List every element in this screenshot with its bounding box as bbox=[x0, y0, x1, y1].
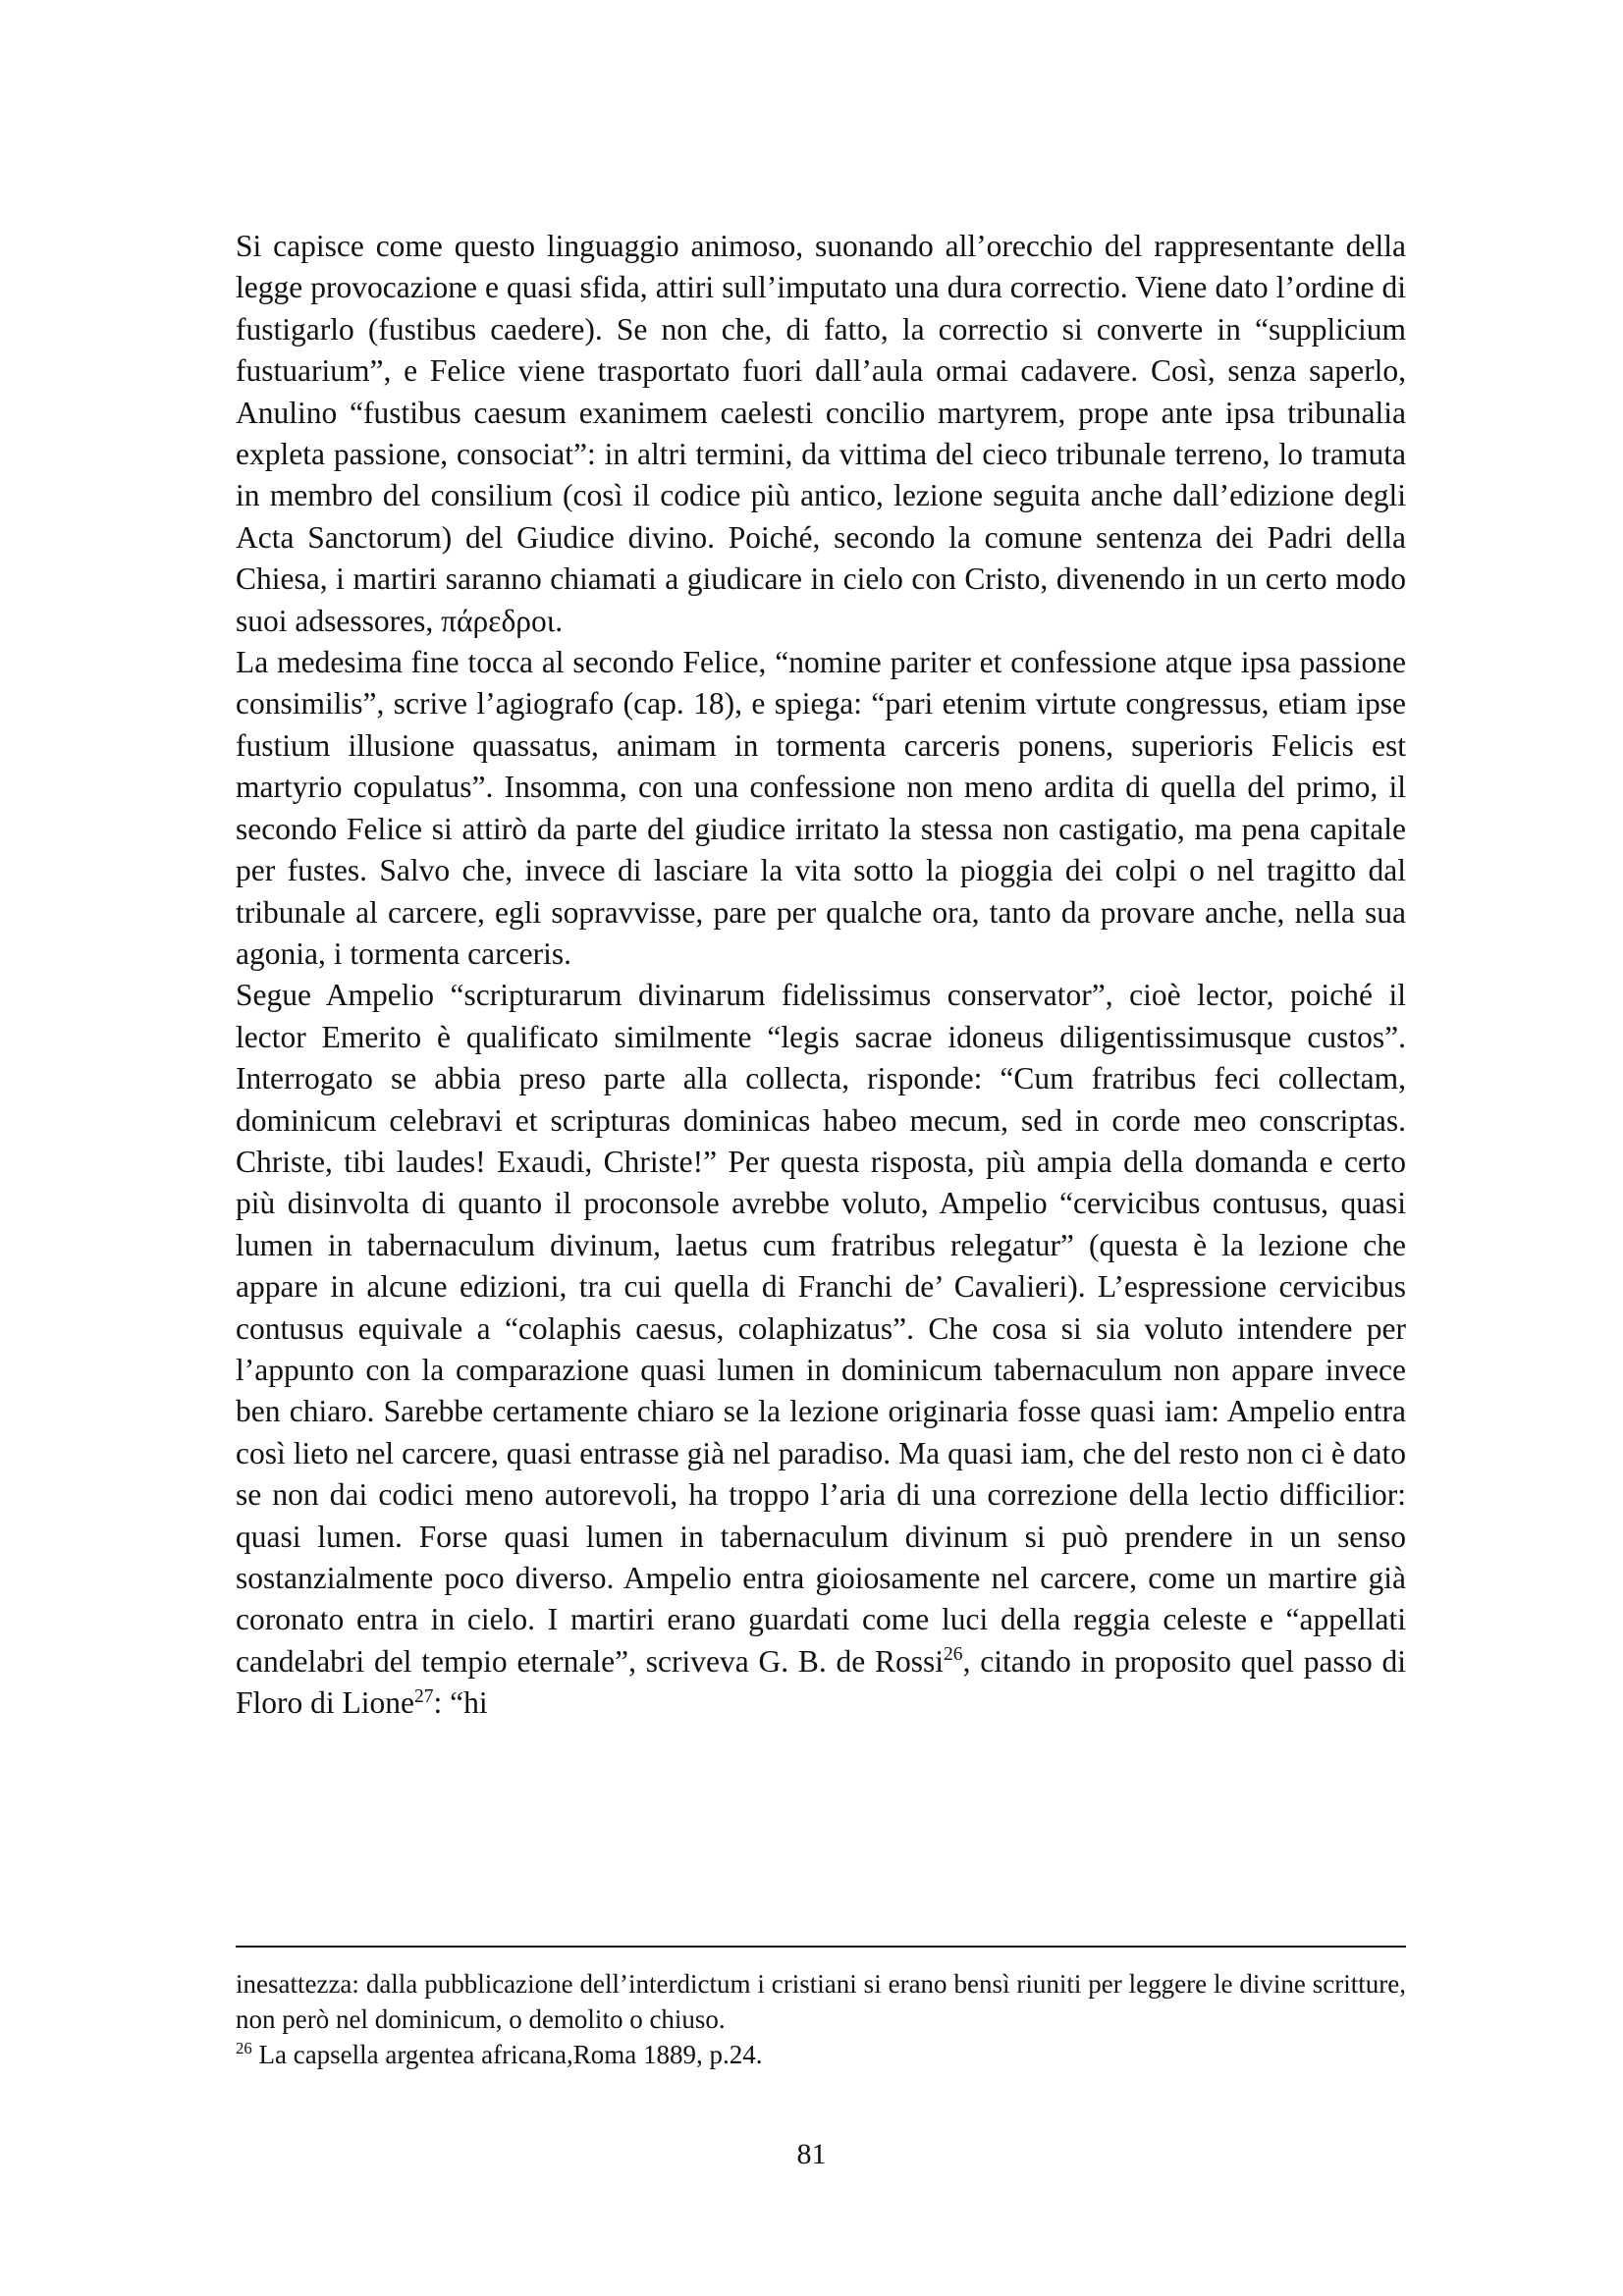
page-number: 81 bbox=[796, 2138, 827, 2170]
paragraph-ampelius-text-middle: , citando in proposito quel passo di Floro di Lione bbox=[236, 1643, 1407, 1721]
footnote-ref-27[interactable]: 27 bbox=[414, 1685, 434, 1707]
footnote-26-number: 26 bbox=[236, 2039, 252, 2057]
footnotes bbox=[236, 1966, 1406, 2072]
footnote-26-text: La capsella argentea africana,Roma 1889, p.24. bbox=[251, 2040, 763, 2069]
footnote-26 bbox=[236, 2037, 1406, 2072]
footnote-ref-26[interactable]: 26 bbox=[944, 1644, 963, 1666]
paragraph-ampelius bbox=[236, 975, 1406, 1724]
paragraph-felix-second: La medesima fine tocca al secondo Felice, “nomine pariter et confessione atque ipsa passione consimilis”, scrive l’agiografo (cap. 18), e spiega: “pari etenim virtute congressus, etiam ipse fustium illusione quassatus, animam in tormenta carceris ponens, superioris Felicis est martyrio copulatus”. Insomma, con una confessione non meno ardita di quella del primo, il secondo Felice si attirò da parte del giudice irritato la stessa non castigatio, ma pena capitale per fustes. Salvo che, invece di lasciare la vita sotto la pioggia dei colpi o nel tragitto dal tribunale al carcere, egli sopravvisse, pare per qualche ora, tanto da provare anche, nella sua agonia, i tormenta carceris. bbox=[236, 645, 1406, 971]
footnote-separator bbox=[236, 1946, 1406, 1948]
main-text bbox=[236, 226, 1406, 1725]
paragraph-ampelius-text: Segue Ampelio “scripturarum divinarum fidelissimus conservator”, cioè lector, poiché il lector Emerito è qualificato similmente “legis sacrae idoneus diligentissimusque custos”. Interrogato se abbia preso parte alla collecta, risponde: “Cum fratribus feci collectam, dominicum celebravi et scripturas dominicas habeo mecum, sed in corde meo conscriptas. Christe, tibi laudes! Exaudi, Christe!” Per questa risposta, più ampia della domanda e certo più disinvolta di quanto il proconsole avrebbe voluto, Ampelio “cervicibus contusus, quasi lumen in tabernaculum divinum, laetus cum fratribus relegatur” (questa è la lezione che appare in alcune edizioni, tra cui quella di Franchi de’ Cavalieri). L’espressione cervicibus contusus equivale a “colaphis caesus, colaphizatus”. Che cosa si sia voluto intendere per l’appunto con la comparazione quasi lumen in dominicum tabernaculum non appare invece ben chiaro. Sarebbe certamente chiaro se la lezione originaria fosse quasi iam: Ampelio entra così lieto nel carcere, quasi entrasse già nel paradiso. Ma quasi iam, che del resto non ci è dato se non dai codici meno autorevoli, ha troppo l’aria di una correzione della lectio difficilior: quasi lumen. Forse quasi lumen in tabernaculum divinum si può prendere in un senso sostanzialmente poco diverso. Ampelio entra gioiosamente nel carcere, come un martire già coronato entra in cielo. I martiri erano guardati come luci della reggia celeste e “appellati candelabri del tempio eternale”, scriveva G. B. de Rossi bbox=[236, 978, 1406, 1679]
paragraph-felix-first: Si capisce come questo linguaggio animoso, suonando all’orecchio del rappresentante della legge provocazione e quasi sfida, attiri sull’imputato una dura correctio. Viene dato l’ordine di fustigarlo (fustibus caedere). Se non che, di fatto, la correctio si converte in “supplicium fustuarium”, e Felice viene trasportato fuori dall’aula ormai cadavere. Così, senza saperlo, Anulino “fustibus caesum exanimem caelesti concilio martyrem, prope ante ipsa tribunalia expleta passione, consociat”: in altri termini, da vittima del cieco tribunale terreno, lo tramuta in membro del consilium (così il codice più antico, lezione seguita anche dall’edizione degli Acta Sanctorum) del Giudice divino. Poiché, secondo la comune sentenza dei Padri della Chiesa, i martiri saranno chiamati a giudicare in cielo con Cristo, divenendo in un certo modo suoi adsessores, πάρεδροι. bbox=[236, 229, 1406, 638]
paragraph-ampelius-text-end: : “hi bbox=[433, 1685, 488, 1721]
footnote-continuation: inesattezza: dalla pubblicazione dell’interdictum i cristiani si erano bensì riuniti per leggere le divine scritture, non però nel dominicum, o demolito o chiuso. bbox=[236, 1969, 1406, 2034]
